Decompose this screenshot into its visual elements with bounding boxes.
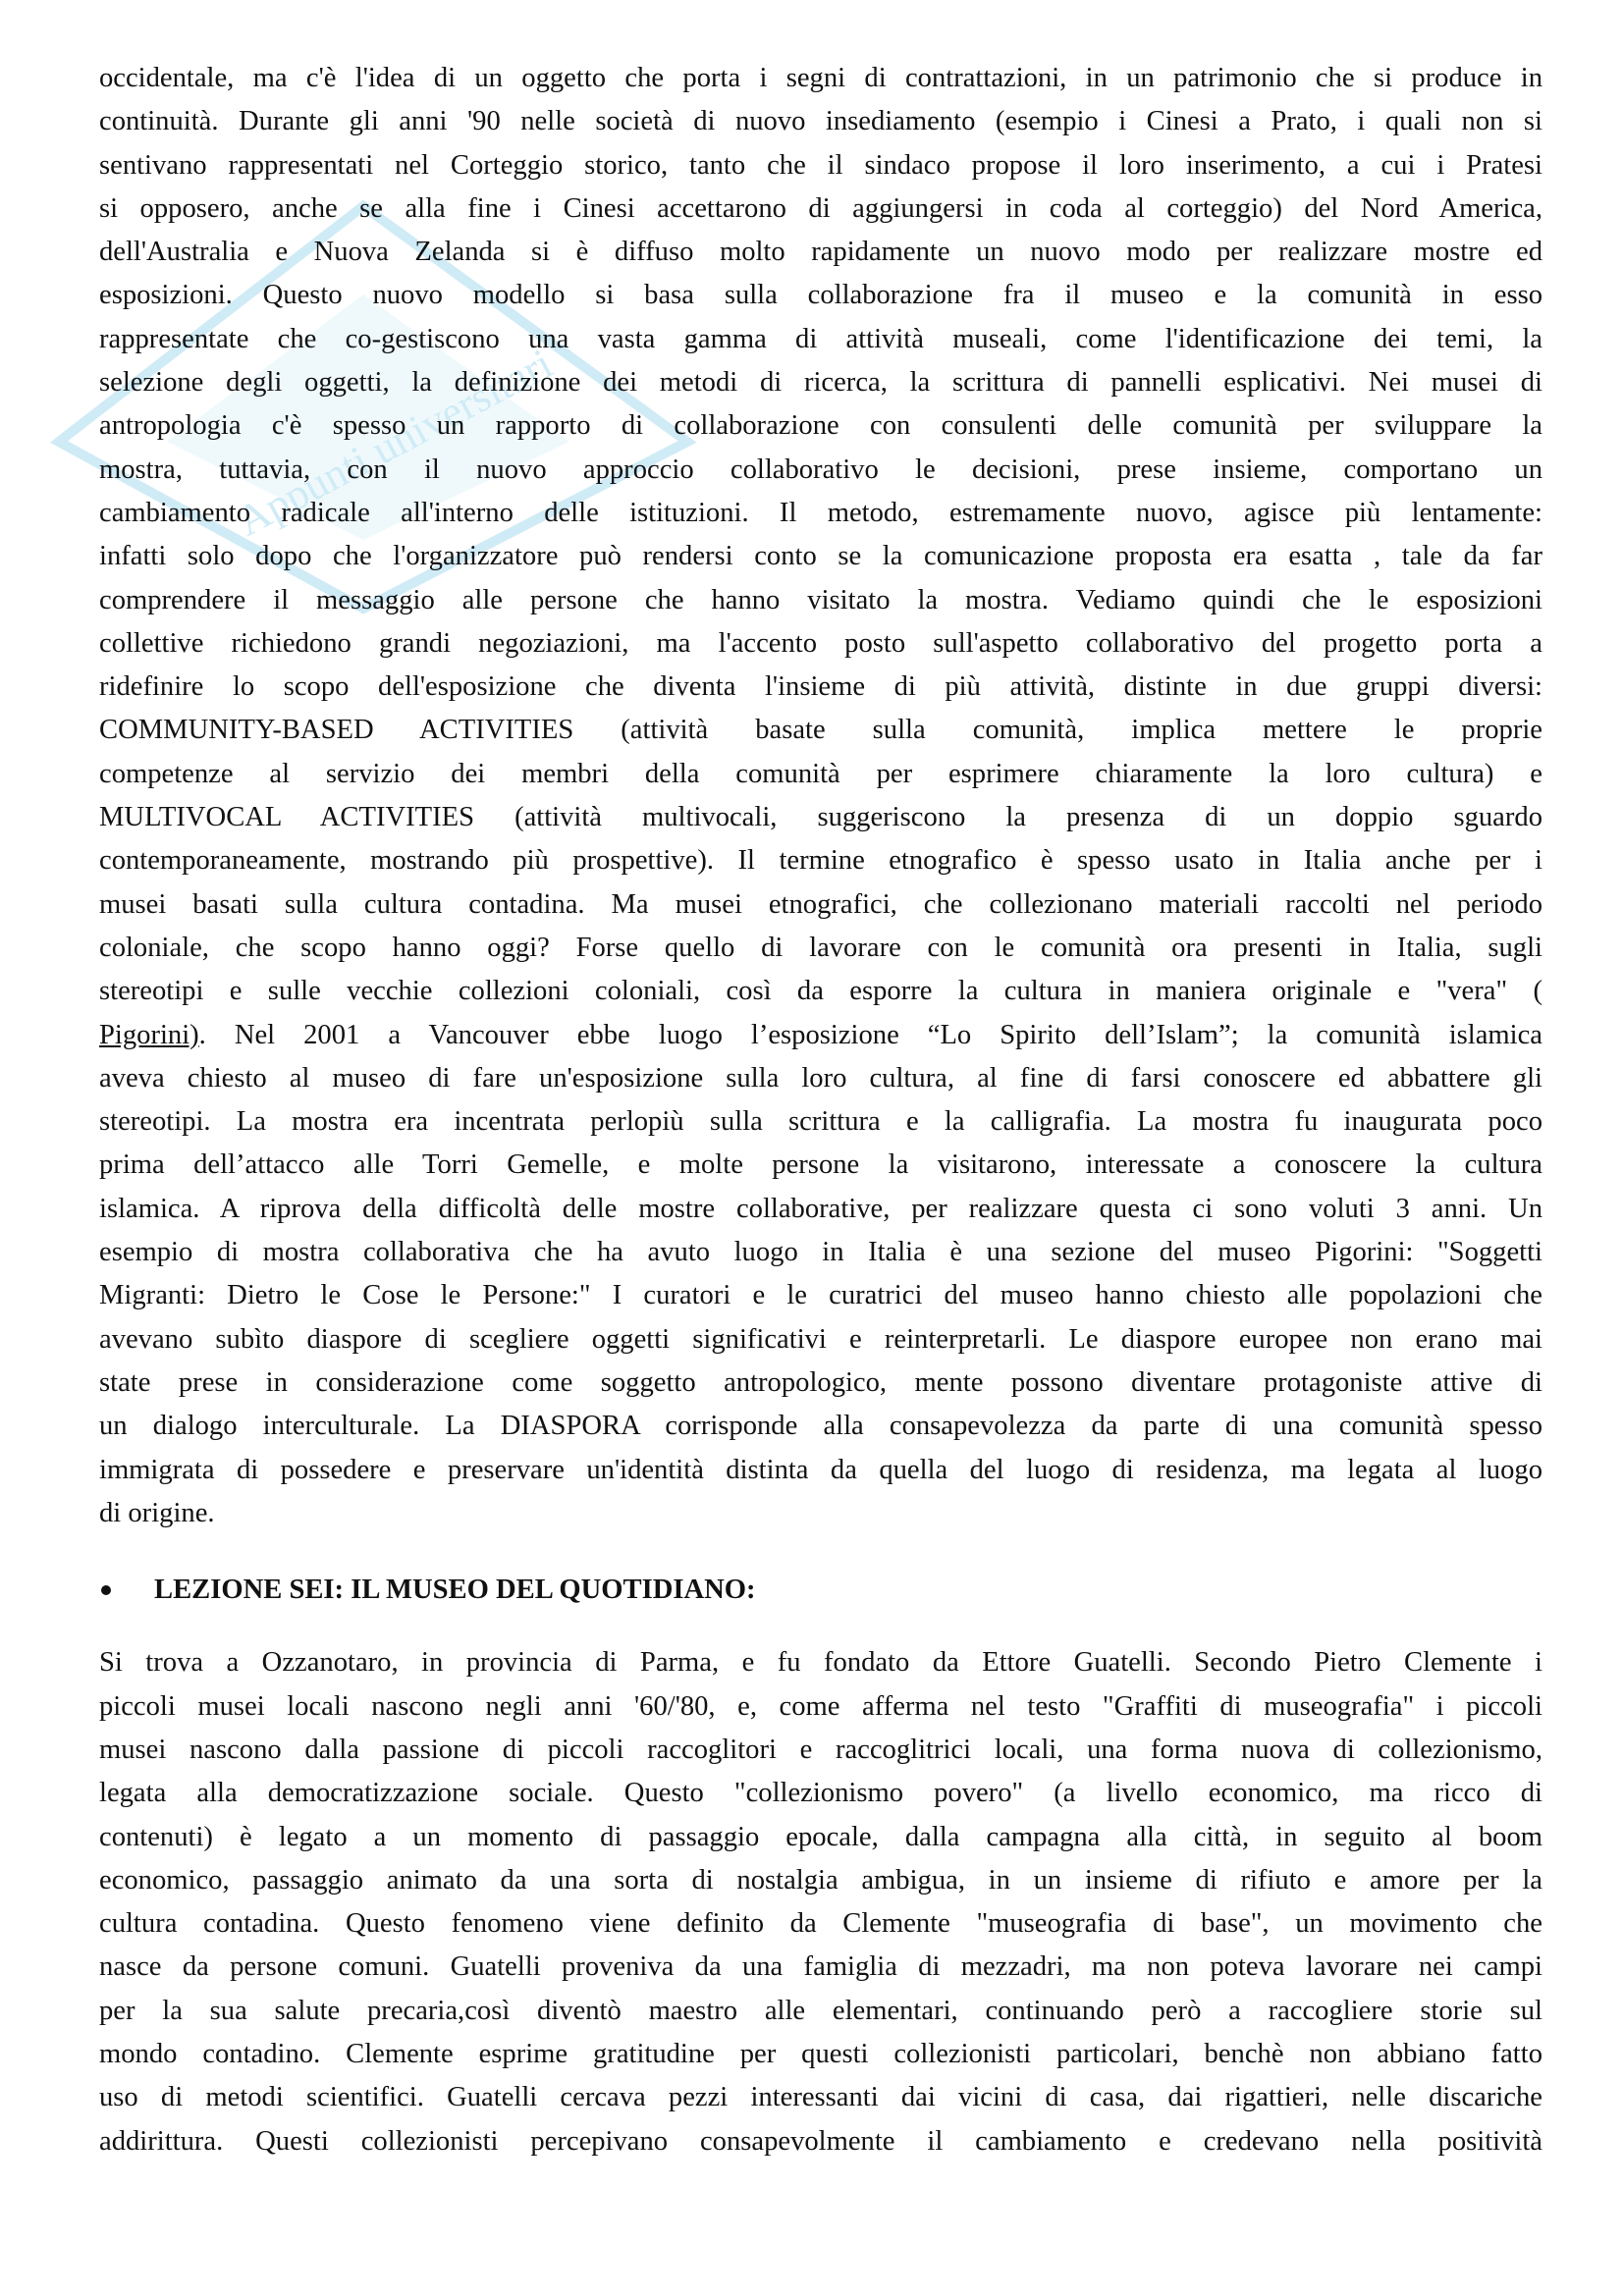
text-line: cultura contadina. Questo fenomeno viene definito da Clemente "museografia di base", un movimento che bbox=[99, 1908, 1542, 1940]
paragraph-1 bbox=[99, 57, 1542, 1535]
text-line: ridefinire lo scopo dell'esposizione che diventa l'insieme di più attività, distinte in due gruppi diversi: bbox=[99, 671, 1542, 703]
text-line: contemporaneamente, mostrando più prospettive). Il termine etnografico è spesso usato in Italia anche per i bbox=[99, 845, 1542, 877]
text-line bbox=[99, 1014, 1542, 1057]
bullet-icon bbox=[101, 1585, 111, 1595]
text-line: nasce da persone comuni. Guatelli proveniva da una famiglia di mezzadri, ma non poteva lavorare nei campi bbox=[99, 1951, 1542, 1983]
text-line: cambiamento radicale all'interno delle istituzioni. Il metodo, estremamente nuovo, agisce più lentamente: bbox=[99, 497, 1542, 528]
paragraph-2 bbox=[99, 1641, 1542, 2163]
watermark-text: Appunti universitari bbox=[229, 339, 561, 546]
text-line: stereotipi. La mostra era incentrata perlopiù sulla scrittura e la calligrafia. La mostra fu inaugurata poco bbox=[99, 1106, 1542, 1138]
text-line: selezione degli oggetti, la definizione dei metodi di ricerca, la scrittura di pannelli esplicativi. Nei musei di bbox=[99, 367, 1542, 399]
text-line: mostra, tuttavia, con il nuovo approccio collaborativo le decisioni, prese insieme, comportano un bbox=[99, 454, 1542, 485]
text-line: rappresentate che co-gestiscono una vasta gamma di attività museali, come l'identificazione dei temi, la bbox=[99, 323, 1542, 354]
text-line: coloniale, che scopo hanno oggi? Forse quello di lavorare con le comunità ora presenti in Italia, sugli bbox=[99, 932, 1542, 963]
text-line: musei nascono dalla passione di piccoli raccoglitori e raccoglitrici locali, una forma nuova di collezionismo, bbox=[99, 1734, 1542, 1765]
text-line: state prese in considerazione come soggetto antropologico, mente possono diventare protagoniste attive di bbox=[99, 1366, 1542, 1398]
text-line: contenuti) è legato a un momento di passaggio epocale, dalla campagna alla città, in seguito al boom bbox=[99, 1821, 1542, 1852]
text-line: piccoli musei locali nascono negli anni '60/'80, e, come afferma nel testo "Graffiti di museografia" i piccoli bbox=[99, 1690, 1542, 1722]
text-line: di origine. bbox=[99, 1497, 215, 1528]
text-line: immigrata di possedere e preservare un'identità distinta da quella del luogo di residenza, ma legata al luogo bbox=[99, 1454, 1542, 1485]
text-line: Si trova a Ozzanotaro, in provincia di Parma, e fu fondato da Ettore Guatelli. Secondo Pietro Clemente i bbox=[99, 1647, 1542, 1679]
text-line: uso di metodi scientifici. Guatelli cercava pezzi interessanti dai vicini di casa, dai rigattieri, nelle discariche bbox=[99, 2082, 1542, 2113]
text-line: un dialogo interculturale. La DIASPORA corrisponde alla consapevolezza da parte di una comunità spesso bbox=[99, 1411, 1542, 1442]
text-line: economico, passaggio animato da una sorta di nostalgia ambigua, in un insieme di rifiuto e amore per la bbox=[99, 1864, 1542, 1896]
text-line: addirittura. Questi collezionisti percepivano consapevolmente il cambiamento e credevano nella positività bbox=[99, 2125, 1542, 2157]
document-body bbox=[99, 57, 1542, 2163]
text-line: antropologia c'è spesso un rapporto di collaborazione con consulenti delle comunità per sviluppare la bbox=[99, 410, 1542, 442]
pigorini-link[interactable]: Pigorini) bbox=[99, 1019, 199, 1050]
text-line: prima dell’attacco alle Torri Gemelle, e molte persone la visitarono, interessate a conoscere la cultura bbox=[99, 1149, 1542, 1181]
text-line: occidentale, ma c'è l'idea di un oggetto che porta i segni di contrattazioni, in un patrimonio che si produce in bbox=[99, 63, 1542, 93]
text-line: stereotipi e sulle vecchie collezioni coloniali, così da esporre la cultura in maniera originale e "vera" ( bbox=[99, 976, 1542, 1007]
text-line: competenze al servizio dei membri della comunità per esprimere chiaramente la loro cultura) e bbox=[99, 758, 1542, 789]
text-line: continuità. Durante gli anni '90 nelle società di nuovo insediamento (esempio i Cinesi a Prato, i quali non si bbox=[99, 106, 1542, 137]
text-line: collettive richiedono grandi negoziazioni, ma l'accento posto sull'aspetto collaborativo del progetto porta a bbox=[99, 627, 1542, 659]
section-heading bbox=[99, 1569, 1542, 1612]
text-line: comprendere il messaggio alle persone che hanno visitato la mostra. Vediamo quindi che le esposizioni bbox=[99, 584, 1542, 615]
text-line: esposizioni. Questo nuovo modello si basa sulla collaborazione fra il museo e la comunità in esso bbox=[99, 280, 1542, 311]
heading-text: LEZIONE SEI: IL MUSEO DEL QUOTIDIANO: bbox=[154, 1575, 756, 1606]
text-fragment: . Nel 2001 a Vancouver ebbe luogo l’esposizione “Lo Spirito dell’Islam”; la comunità islamica bbox=[198, 1019, 1542, 1050]
text-line: infatti solo dopo che l'organizzatore può rendersi conto se la comunicazione proposta era esatta , tale da far bbox=[99, 541, 1542, 572]
text-line: COMMUNITY-BASED ACTIVITIES (attività basate sulla comunità, implica mettere le proprie bbox=[99, 715, 1542, 746]
text-line: dell'Australia e Nuova Zelanda si è diffuso molto rapidamente un nuovo modo per realizzare mostre ed bbox=[99, 237, 1542, 268]
text-line: Migranti: Dietro le Cose le Persone:" I curatori e le curatrici del museo hanno chiesto alle popolazioni che bbox=[99, 1280, 1542, 1311]
text-line: MULTIVOCAL ACTIVITIES (attività multivocali, suggeriscono la presenza di un doppio sguardo bbox=[99, 802, 1542, 833]
text-line: aveva chiesto al museo di fare un'esposizione sulla loro cultura, al fine di farsi conoscere ed abbattere gli bbox=[99, 1062, 1542, 1094]
text-line: per la sua salute precaria,così diventò maestro alle elementari, continuando però a raccogliere storie sul bbox=[99, 1995, 1542, 2026]
text-line: avevano subìto diaspore di scegliere oggetti significativi e reinterpretarli. Le diaspore europee non erano mai bbox=[99, 1323, 1542, 1355]
text-line: si opposero, anche se alla fine i Cinesi accettarono di aggiungersi in coda al corteggio) del Nord America, bbox=[99, 192, 1542, 224]
text-line: islamica. A riprova della difficoltà delle mostre collaborative, per realizzare questa ci sono voluti 3 anni. Un bbox=[99, 1193, 1542, 1224]
text-line: mondo contadino. Clemente esprime gratitudine per questi collezionisti particolari, benchè non abbiano fatto bbox=[99, 2039, 1542, 2070]
text-line: musei basati sulla cultura contadina. Ma musei etnografici, che collezionano materiali raccolti nel periodo bbox=[99, 888, 1542, 920]
text-line: sentivano rappresentati nel Corteggio storico, tanto che il sindaco propose il loro inserimento, a cui i Pratesi bbox=[99, 149, 1542, 181]
text-line: legata alla democratizzazione sociale. Questo "collezionismo povero" (a livello economico, ma ricco di bbox=[99, 1778, 1542, 1809]
text-line: esempio di mostra collaborativa che ha avuto luogo in Italia è una sezione del museo Pigorini: "Soggetti bbox=[99, 1237, 1542, 1268]
